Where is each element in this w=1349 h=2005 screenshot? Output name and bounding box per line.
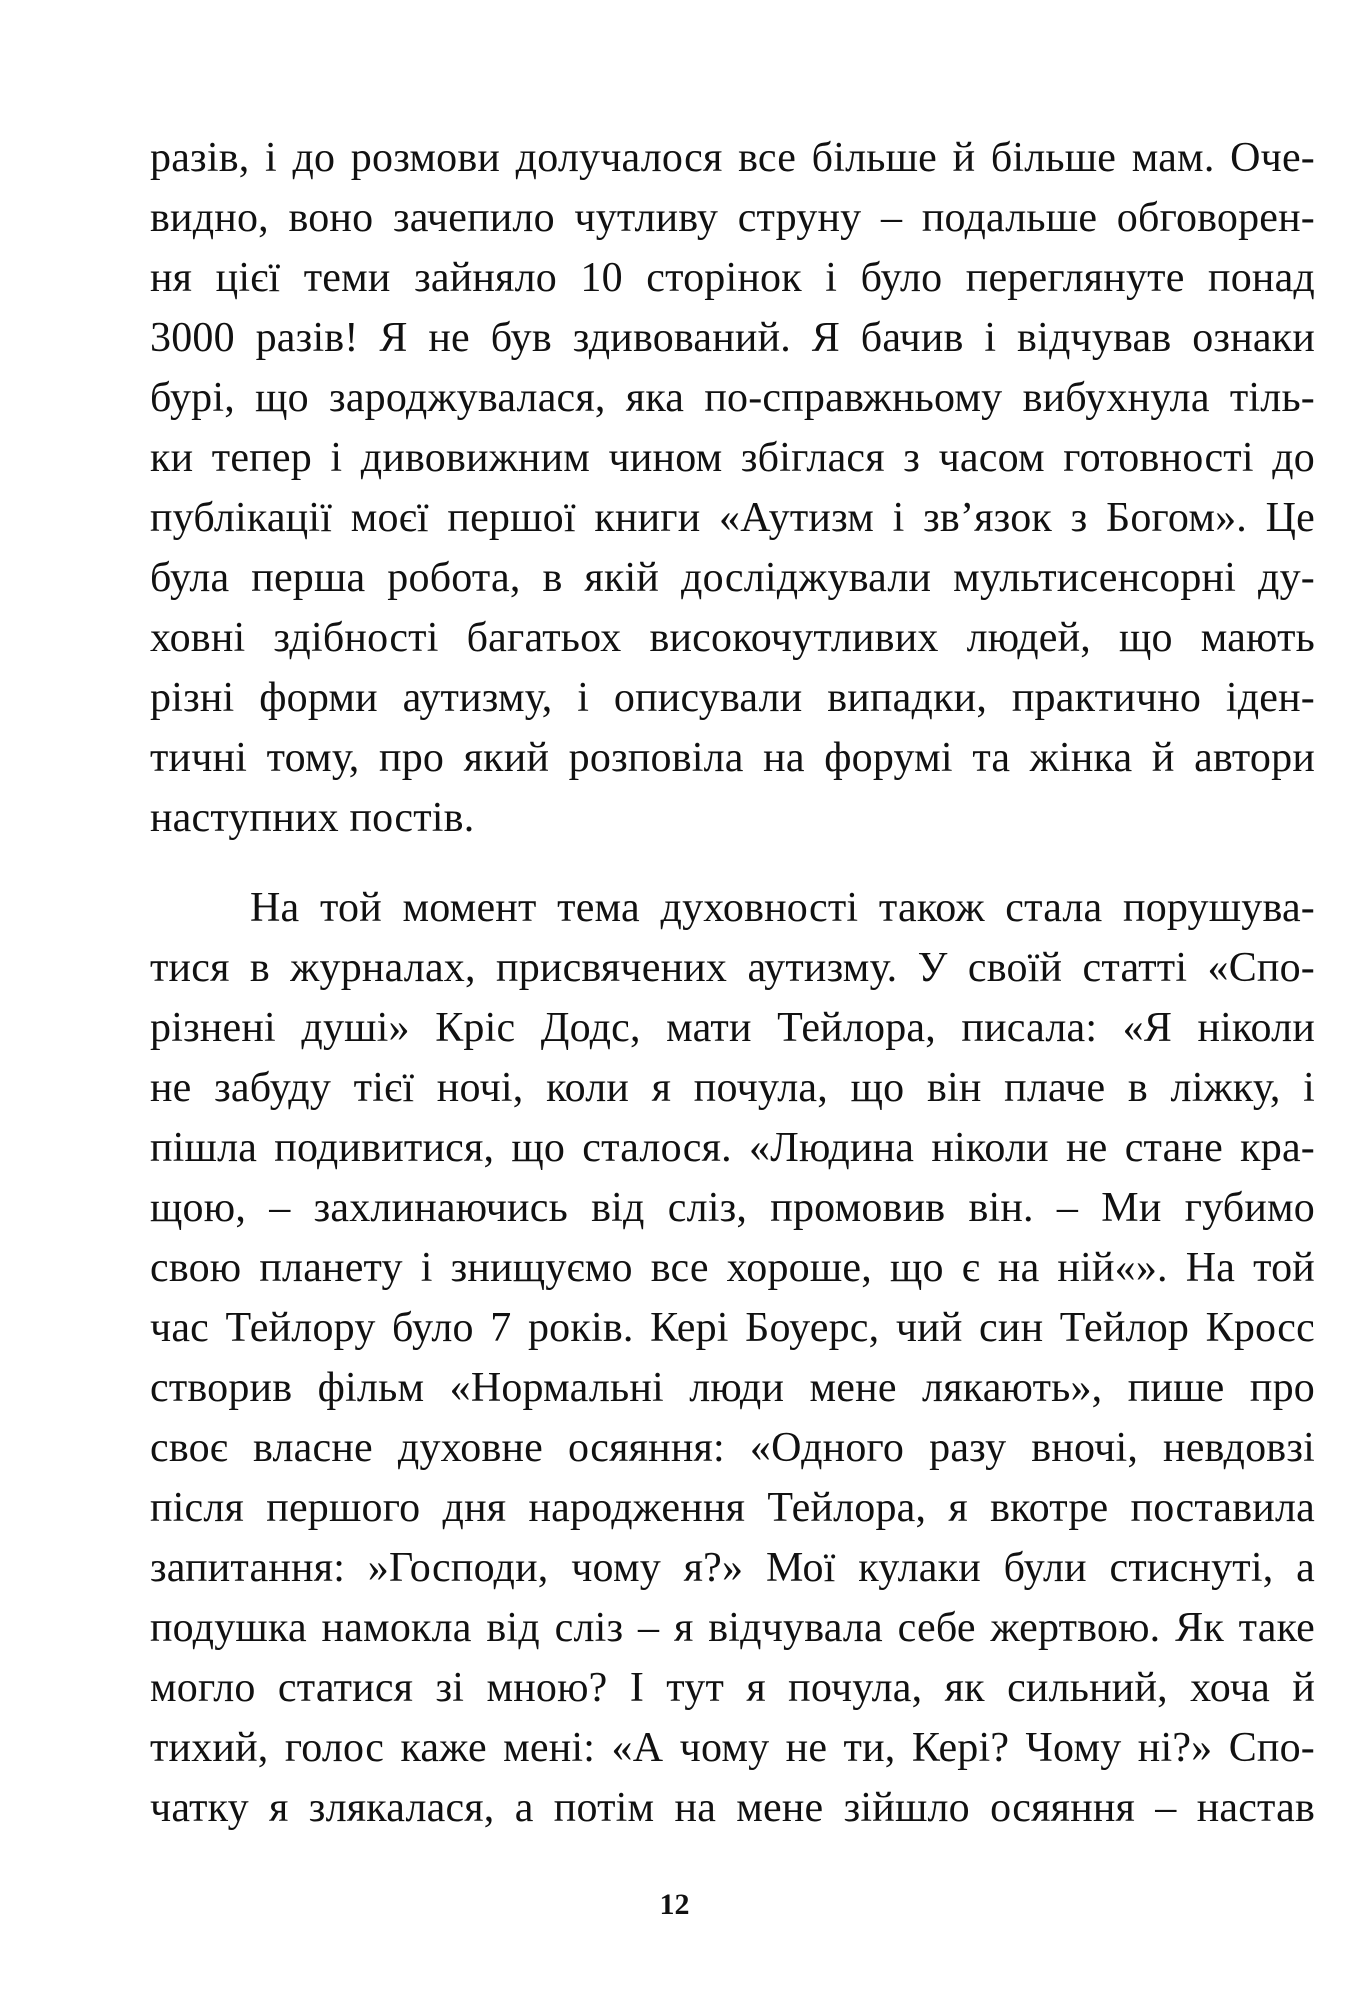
text-line: була перша робота, в якій досліджували мультисенсорні ду- (150, 555, 1315, 601)
text-line: могло статися зі мною? І тут я почула, як сильний, хоча й (150, 1665, 1315, 1711)
text-line: щою, – захлинаючись від сліз, промовив він. – Ми губимо (150, 1185, 1315, 1231)
text-line: різнені душі» Кріс Додс, мати Тейлора, писала: «Я ніколи (150, 1005, 1315, 1051)
text-line: ня цієї теми зайняло 10 сторінок і було переглянуте понад (150, 255, 1315, 301)
text-line: бурі, що зароджувалася, яка по-справжньому вибухнула тіль- (150, 375, 1315, 421)
text-line: не забуду тієї ночі, коли я почула, що він плаче в ліжку, і (150, 1065, 1315, 1111)
text-line: різні форми аутизму, і описували випадки, практично іден- (150, 675, 1315, 721)
text-line: свою планету і знищуємо все хороше, що є на ній«». На той (150, 1245, 1315, 1291)
text-line: подушка намокла від сліз – я відчувала себе жертвою. Як таке (150, 1605, 1315, 1651)
text-line: ки тепер і дивовижним чином збіглася з часом готовності до (150, 435, 1315, 481)
text-line: пішла подивитися, що сталося. «Людина ніколи не стане кра- (150, 1125, 1315, 1171)
text-line: На той момент тема духовності також стала порушува- (250, 885, 1315, 931)
text-line: ховні здібності багатьох високочутливих людей, що мають (150, 615, 1315, 661)
text-line: своє власне духовне осяяння: «Одного разу вночі, невдовзі (150, 1425, 1315, 1471)
text-line: видно, воно зачепило чутливу струну – подальше обговорен- (150, 195, 1315, 241)
paragraph-1 (150, 128, 1315, 848)
text-line: публікації моєї першої книги «Аутизм і зв’язок з Богом». Це (150, 495, 1315, 541)
text-line: наступних постів. (150, 795, 475, 841)
text-line: тичні тому, про який розповіла на форумі та жінка й автори (150, 735, 1315, 781)
text-line: після першого дня народження Тейлора, я вкотре поставила (150, 1485, 1315, 1531)
paragraph-2 (150, 878, 1315, 1838)
text-line: разів, і до розмови долучалося все більше й більше мам. Оче- (150, 135, 1315, 181)
text-line: тися в журналах, присвячених аутизму. У своїй статті «Спо- (150, 945, 1315, 991)
text-line: чатку я злякалася, а потім на мене зійшло осяяння – настав (150, 1785, 1315, 1831)
page-number: 12 (659, 1888, 690, 1921)
text-line: створив фільм «Нормальні люди мене лякають», пише про (150, 1365, 1315, 1411)
text-line: запитання: »Господи, чому я?» Мої кулаки були стиснуті, а (150, 1545, 1315, 1591)
text-line: тихий, голос каже мені: «А чому не ти, Кері? Чому ні?» Спо- (150, 1725, 1315, 1771)
text-line: час Тейлору було 7 років. Кері Боуерс, чий син Тейлор Кросс (150, 1305, 1315, 1351)
text-line: 3000 разів! Я не був здивований. Я бачив і відчував ознаки (150, 315, 1315, 361)
